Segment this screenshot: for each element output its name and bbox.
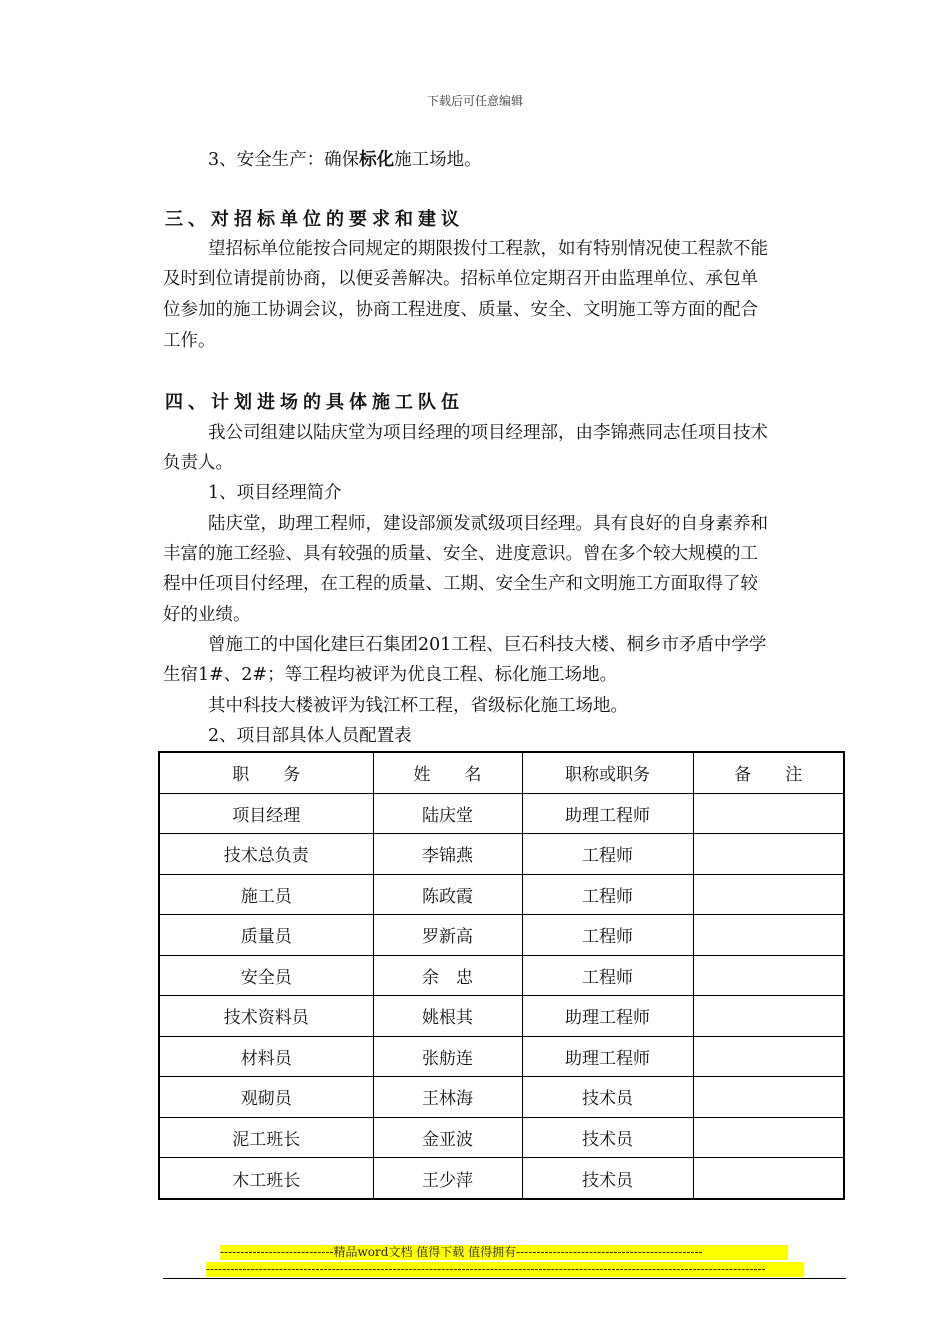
safety-item-prefix: 3、安全生产：确保 (208, 150, 360, 170)
subsection-2-title: 2、项目部具体人员配置表 (208, 726, 412, 746)
table-row (159, 874, 844, 914)
heading-section-3: 三、对招标单位的要求和建议 (165, 209, 464, 230)
cell-title: 技术员 (522, 1158, 693, 1199)
cell-name: 陆庆堂 (373, 793, 522, 833)
cell-remarks (693, 793, 844, 833)
heading-section-4: 四、计划进场的具体施工队伍 (165, 392, 464, 413)
table-row (159, 1158, 844, 1199)
table-row (159, 1117, 844, 1157)
cell-position: 技术总负责 (159, 834, 373, 874)
cell-remarks (693, 1036, 844, 1076)
table-row (159, 996, 844, 1036)
table-row (159, 1077, 844, 1117)
para3-line: 位参加的施工协调会议，协商工程进度、质量、安全、文明施工等方面的配合 (163, 300, 758, 320)
header-title: 职称或职务 (522, 752, 693, 793)
cell-title: 助理工程师 (522, 793, 693, 833)
cell-position: 技术资料员 (159, 996, 373, 1036)
table-row (159, 915, 844, 955)
cell-title: 工程师 (522, 874, 693, 914)
cell-remarks (693, 996, 844, 1036)
cell-name: 王林海 (373, 1077, 522, 1117)
intro-line: 负责人。 (163, 453, 233, 473)
header-position: 职 务 (159, 752, 373, 793)
cell-title: 助理工程师 (522, 1036, 693, 1076)
safety-item (208, 149, 482, 171)
bio-line: 程中任项目付经理，在工程的质量、工期、安全生产和文明施工方面取得了较 (163, 574, 758, 594)
cell-name: 李锦燕 (373, 834, 522, 874)
safety-item-suffix: 施工场地。 (394, 150, 482, 170)
table-row (159, 955, 844, 995)
footer-divider (163, 1278, 846, 1279)
honor-line: 其中科技大楼被评为钱江杯工程，省级标化施工场地。 (208, 696, 628, 716)
cell-title: 工程师 (522, 834, 693, 874)
header-remarks: 备 注 (693, 752, 844, 793)
cell-name: 姚根其 (373, 996, 522, 1036)
cell-remarks (693, 1077, 844, 1117)
cell-position: 材料员 (159, 1036, 373, 1076)
cell-position: 泥工班长 (159, 1117, 373, 1157)
header-name: 姓 名 (373, 752, 522, 793)
para3-line: 工作。 (163, 331, 216, 351)
cell-remarks (693, 1158, 844, 1199)
cell-remarks (693, 1117, 844, 1157)
cell-remarks (693, 955, 844, 995)
cell-name: 王少萍 (373, 1158, 522, 1199)
cell-title: 助理工程师 (522, 996, 693, 1036)
subsection-1-title: 1、项目经理简介 (208, 483, 342, 503)
para3-line: 及时到位请提前协商，以便妥善解决。招标单位定期召开由监理单位、承包单 (163, 269, 758, 289)
cell-position: 质量员 (159, 915, 373, 955)
cell-title: 工程师 (522, 955, 693, 995)
bio-line: 陆庆堂，助理工程师，建设部颁发贰级项目经理。具有良好的自身素养和 (208, 514, 768, 534)
cell-position: 木工班长 (159, 1158, 373, 1199)
table-row (159, 1036, 844, 1076)
cell-remarks (693, 834, 844, 874)
table-row (159, 834, 844, 874)
bio-line: 好的业绩。 (163, 605, 251, 625)
cell-position: 施工员 (159, 874, 373, 914)
staff-table (158, 751, 845, 1200)
cell-name: 金亚波 (373, 1117, 522, 1157)
footer-banner-line-2: ------------------------------------------------------------------------------------------------------------------------------------------ (206, 1262, 804, 1277)
cell-remarks (693, 915, 844, 955)
table-row (159, 793, 844, 833)
cell-name: 余 忠 (373, 955, 522, 995)
cell-position: 项目经理 (159, 793, 373, 833)
table-header-row (159, 752, 844, 793)
intro-line: 我公司组建以陆庆堂为项目经理的项目经理部，由李锦燕同志任项目技术 (208, 423, 768, 443)
projects-line: 生宿1#、2#；等工程均被评为优良工程、标化施工场地。 (163, 665, 618, 685)
cell-position: 安全员 (159, 955, 373, 995)
safety-item-bold: 标化 (359, 150, 395, 170)
cell-title: 技术员 (522, 1117, 693, 1157)
cell-name: 张舫连 (373, 1036, 522, 1076)
cell-title: 技术员 (522, 1077, 693, 1117)
page-header: 下载后可任意编辑 (426, 94, 523, 108)
bio-line: 丰富的施工经验、具有较强的质量、安全、进度意识。曾在多个较大规模的工 (163, 544, 758, 564)
footer-banner-line-1: ----------------------------精品word文档 值得下载 值得拥有---------------------------------------------- (220, 1245, 788, 1260)
para3-line: 望招标单位能按合同规定的期限拨付工程款，如有特别情况使工程款不能 (208, 239, 768, 259)
projects-line: 曾施工的中国化建巨石集团201工程、巨石科技大楼、桐乡市矛盾中学学 (208, 635, 767, 655)
cell-title: 工程师 (522, 915, 693, 955)
cell-remarks (693, 874, 844, 914)
cell-name: 陈政霞 (373, 874, 522, 914)
cell-name: 罗新高 (373, 915, 522, 955)
cell-position: 观砌员 (159, 1077, 373, 1117)
